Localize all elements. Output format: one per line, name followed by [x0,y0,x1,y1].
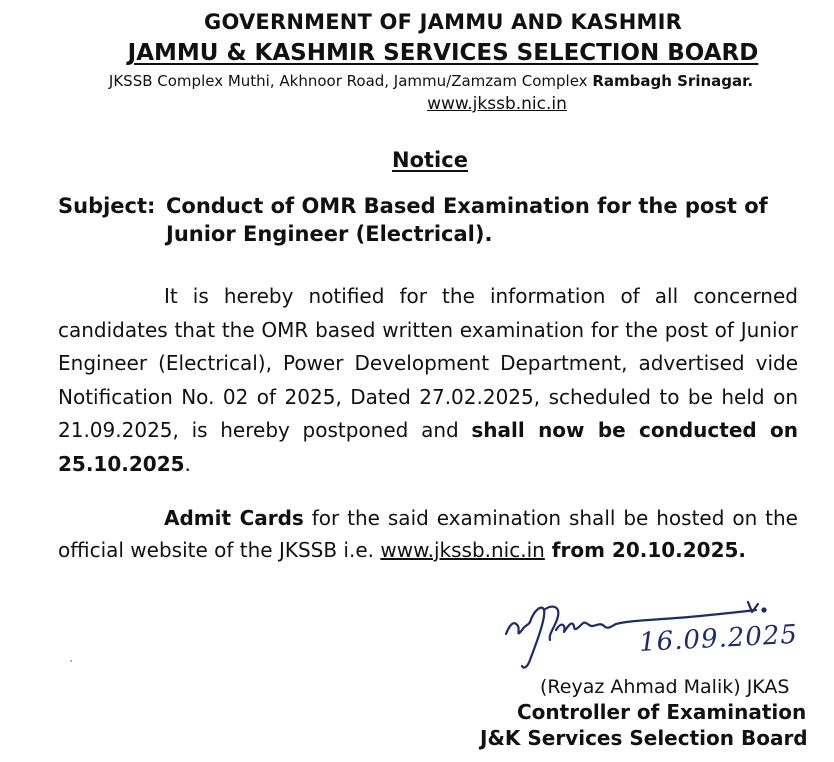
subject-line-1: Conduct of OMR Based Examination for the post of [166,194,768,218]
board-address [14,72,834,90]
signatory-designation: Controller of Examination [517,700,807,724]
signatory-name: (Reyaz Ahmad Malik) JKAS [540,676,790,698]
scan-speck [70,660,72,662]
subject-label: Subject: [58,194,156,218]
notice-title: Notice [392,148,468,172]
address-main: JKSSB Complex Muthi, Akhnoor Road, Jammu/Zamzam Complex [108,72,593,90]
notice-paragraph-1 [58,280,798,481]
subject-line-2: Junior Engineer (Electrical). [166,222,493,246]
notice-paragraph-2 [58,502,798,566]
admit-card-date: from 20.10.2025. [544,538,747,562]
address-bold: Rambagh Srinagar. [592,72,754,90]
para1-text: It is hereby notified for the information of all concerned candidates that the OMR based written examination for the post of Junior Engineer (Electrical), Power Development Department, advertised vide Notification No. 02 of 2025, Dated 27.02.2025, scheduled to be held on 21.09.2025, is hereby postponed and [58,284,798,442]
para1-end: . [184,451,191,476]
government-heading: GOVERNMENT OF JAMMU AND KASHMIR [204,10,682,34]
signature-date: 16.09.2025 [638,619,799,658]
signatory-organization: J&K Services Selection Board [480,726,808,750]
admit-cards-label: Admit Cards [164,506,304,530]
para1-bold-date: shall now be conducted on 25.10.2025 [58,418,798,476]
body-website-link[interactable]: www.jkssb.nic.in [380,538,545,562]
para2-text: for the said examination shall be hosted on the official website of the JKSSB i.e. [58,506,798,562]
board-heading: JAMMU & KASHMIR SERVICES SELECTION BOARD [127,40,759,66]
header-website-link[interactable]: www.jkssb.nic.in [427,94,567,114]
